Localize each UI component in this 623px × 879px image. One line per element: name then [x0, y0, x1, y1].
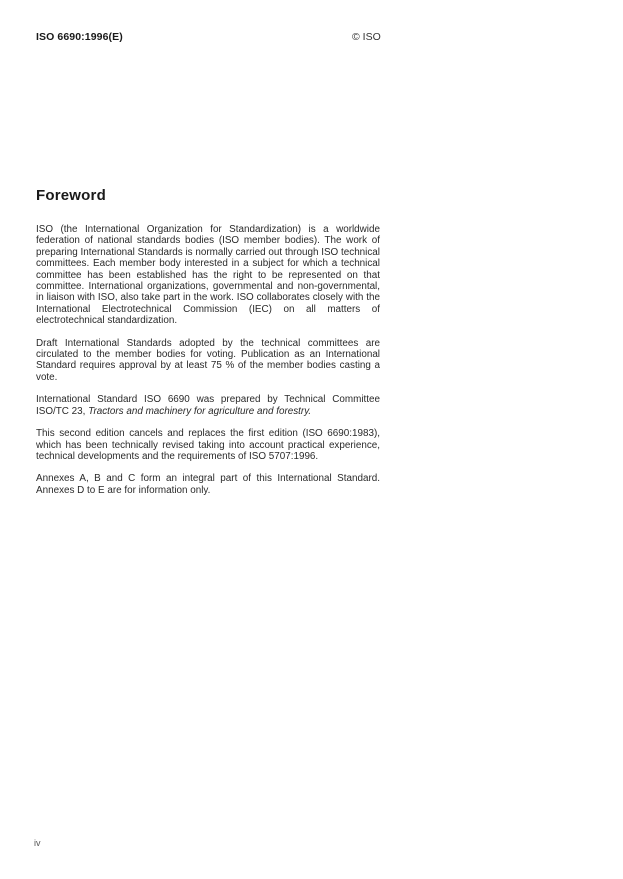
- prepared-by-text: International Standard ISO 6690 was prepared by Technical Committee ISO/TC 23,: [36, 394, 380, 417]
- page-number: iv: [34, 838, 41, 848]
- paragraph-annexes: Annexes A, B and C form an integral part of this International Standard. Annexes D to E are for information only.: [36, 473, 380, 496]
- paragraph-draft-standards: Draft International Standards adopted by the technical committees are circulated to the member bodies for voting. Publication as an International Standard requires approval by at least 75 % of the member bodies casting a vote.: [36, 337, 380, 383]
- paragraph-edition: This second edition cancels and replaces the first edition (ISO 6690:1983), which has been technically revised taking into account practical experience, technical developments and the requirements of ISO 5707:1996.: [36, 428, 380, 462]
- paragraph-prepared-by: [36, 394, 380, 417]
- paragraph-iso-intro: ISO (the International Organization for Standardization) is a worldwide federation of national standards bodies (ISO member bodies). The work of preparing International Standards is normally carried out through ISO technical committees. Each member body interested in a subject for which a technical committee has been established has the right to be represented on that committee. International organizations, governmental and non-governmental, in liaison with ISO, also take part in the work. ISO collaborates closely with the International Electrotechnical Commission (IEC) on all matters of electrotechnical standardization.: [36, 224, 380, 327]
- page-header-copyright: © ISO: [352, 31, 381, 43]
- section-title: Foreword: [36, 187, 106, 204]
- page-header-document-id: ISO 6690:1996(E): [36, 31, 123, 43]
- committee-name: Tractors and machinery for agriculture and forestry.: [88, 405, 312, 417]
- foreword-body: [36, 224, 380, 507]
